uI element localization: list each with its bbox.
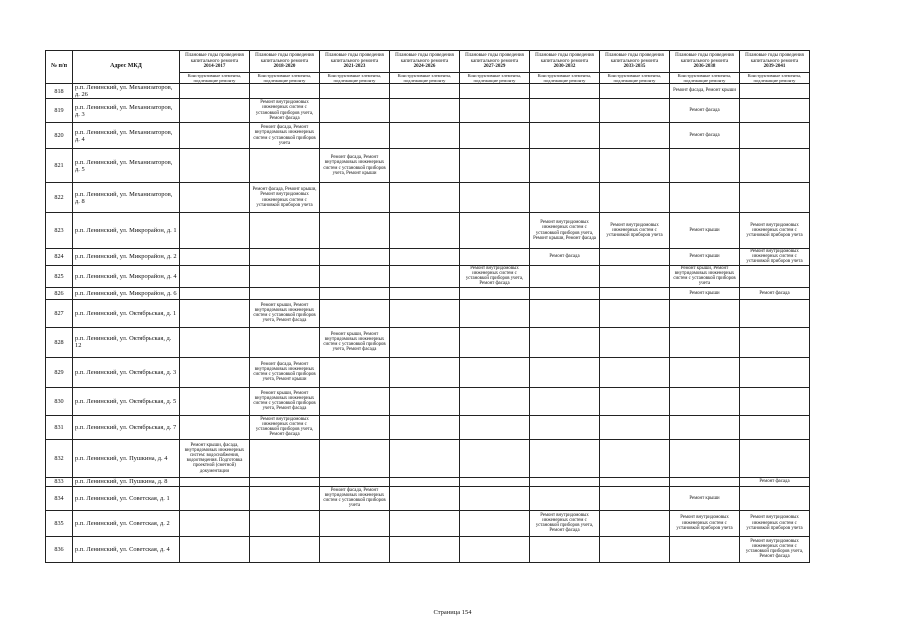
work-cell [390,510,460,536]
work-cell [320,84,390,99]
work-cell [180,287,250,299]
work-cell: Ремонт крыши, фасада, внутридомовых инженерных систем: водоснабжения, водоотведения. Подготовка проектной (сметной) документации [180,439,250,477]
work-cell [250,439,320,477]
work-cell [600,265,670,287]
work-cell [250,536,320,562]
work-cell [460,123,530,149]
row-number: 828 [46,327,73,357]
period-caption: Плановые годы проведения капитального ремонта [745,53,804,64]
work-cell: Ремонт фасада, Ремонт внутридомовых инженерных систем с установкой приборов учета [250,123,320,149]
table-row [46,536,810,562]
period-years: 2039-2041 [763,64,786,70]
work-cell [250,510,320,536]
period-caption: Плановые годы проведения капитального ремонта [465,53,524,64]
work-cell [390,249,460,266]
work-cell [320,249,390,266]
work-cell: Ремонт внутридомовых инженерных систем с установкой приборов учета, Ремонт фасада [530,510,600,536]
work-cell: Ремонт внутридомовых инженерных систем с установкой приборов учета, Ремонт фасада [460,265,530,287]
row-address: р.п. Ленинский, ул. Пушкина, д. 8 [73,477,180,486]
row-address: р.п. Ленинский, ул. Октябрьская, д. 7 [73,415,180,439]
work-cell [320,213,390,249]
table-row [46,99,810,123]
work-cell: Ремонт крыши [670,287,740,299]
period-caption: Плановые годы проведения капитального ремонта [675,53,734,64]
column-header-period [390,51,460,73]
period-years: 2036-2038 [693,64,716,70]
row-number: 833 [46,477,73,486]
work-cell [600,84,670,99]
work-cell [390,287,460,299]
row-address: р.п. Ленинский, ул. Октябрьская, д. 5 [73,387,180,415]
work-cell [390,536,460,562]
work-cell: Ремонт крыши, Ремонт внутридомовых инженерных систем с установкой приборов учета, Ремонт фасада [250,387,320,415]
work-cell [740,327,810,357]
work-cell [390,265,460,287]
work-cell [180,510,250,536]
work-cell [530,387,600,415]
work-cell [530,287,600,299]
work-cell [320,265,390,287]
period-years: 2021-2023 [343,64,366,70]
work-cell [740,84,810,99]
row-address: р.п. Ленинский, ул. Механизаторов, д. 3 [73,99,180,123]
work-cell [460,415,530,439]
column-subheader: Конструктивные элементы, подлежащие ремонту [180,73,250,84]
work-cell: Ремонт фасада [740,287,810,299]
work-cell [180,477,250,486]
table-row [46,357,810,387]
work-cell [250,486,320,510]
work-cell [390,123,460,149]
work-cell [740,123,810,149]
work-cell: Ремонт фасада [530,249,600,266]
work-cell [530,477,600,486]
work-cell [530,123,600,149]
work-cell [670,183,740,213]
work-cell: Ремонт крыши, Ремонт внутридомовых инженерных систем с установкой приборов учета [670,265,740,287]
work-cell [600,287,670,299]
table-row [46,439,810,477]
work-cell: Ремонт фасада, Ремонт крыши, Ремонт внутридомовых инженерных систем с установкой приборов учета [250,183,320,213]
work-cell [250,213,320,249]
work-cell [250,287,320,299]
work-cell [460,99,530,123]
work-cell [600,183,670,213]
work-cell [390,387,460,415]
table-row [46,477,810,486]
work-cell [460,213,530,249]
work-cell [320,439,390,477]
work-cell [670,327,740,357]
work-cell [600,149,670,183]
work-cell [530,357,600,387]
work-cell [670,149,740,183]
work-cell [180,183,250,213]
work-cell [460,299,530,327]
table-row [46,287,810,299]
work-cell [530,84,600,99]
row-address: р.п. Ленинский, ул. Микрорайон, д. 6 [73,287,180,299]
work-cell [180,486,250,510]
work-cell [460,536,530,562]
work-cell [740,149,810,183]
work-cell [180,536,250,562]
work-cell [530,299,600,327]
work-cell [320,477,390,486]
work-cell [390,213,460,249]
row-number: 821 [46,149,73,183]
table-row [46,265,810,287]
work-cell [180,415,250,439]
period-years: 2027-2029 [483,64,506,70]
column-header-period [740,51,810,73]
table-row [46,249,810,266]
work-cell [460,387,530,415]
work-cell: Ремонт фасада [740,477,810,486]
work-cell [600,510,670,536]
work-cell: Ремонт внутридомовых инженерных систем с установкой приборов учета [670,510,740,536]
row-number: 831 [46,415,73,439]
work-cell: Ремонт внутридомовых инженерных систем с установкой приборов учета [740,510,810,536]
row-address: р.п. Ленинский, ул. Микрорайон, д. 4 [73,265,180,287]
work-cell: Ремонт фасада, Ремонт внутридомовых инженерных систем с установкой приборов учета, Ремонт крыши [250,357,320,387]
work-cell: Ремонт фасада, Ремонт внутридомовых инженерных систем с установкой приборов учета [320,486,390,510]
work-cell [460,149,530,183]
table-row [46,299,810,327]
period-caption: Плановые годы проведения капитального ремонта [185,53,244,64]
row-number: 835 [46,510,73,536]
work-cell: Ремонт внутридомовых инженерных систем с установкой приборов учета, Ремонт фасада [740,536,810,562]
work-cell: Ремонт внутридомовых инженерных систем с установкой приборов учета [740,249,810,266]
column-subheader: Конструктивные элементы, подлежащие ремонту [250,73,320,84]
work-cell [460,287,530,299]
work-cell [740,265,810,287]
row-number: 827 [46,299,73,327]
work-cell: Ремонт внутридомовых инженерных систем с установкой приборов учета [600,213,670,249]
work-cell [320,536,390,562]
table-row [46,327,810,357]
table-row [46,149,810,183]
work-cell [180,149,250,183]
row-number: 824 [46,249,73,266]
row-address: р.п. Ленинский, ул. Микрорайон, д. 1 [73,213,180,249]
work-cell [390,99,460,123]
period-caption: Плановые годы проведения капитального ремонта [395,53,454,64]
row-address: р.п. Ленинский, ул. Советская, д. 4 [73,536,180,562]
work-cell [320,357,390,387]
work-cell [390,357,460,387]
work-cell [530,149,600,183]
work-cell [530,536,600,562]
work-cell [250,477,320,486]
column-header-address: Адрес МКД [73,51,180,84]
work-cell [670,415,740,439]
work-cell: Ремонт фасада [670,99,740,123]
work-cell [180,387,250,415]
row-number: 834 [46,486,73,510]
table-body [46,84,810,563]
work-cell [390,477,460,486]
work-cell [390,486,460,510]
work-cell: Ремонт внутридомовых инженерных систем с установкой приборов учета, Ремонт фасада [250,99,320,123]
work-cell: Ремонт фасада, Ремонт внутридомовых инженерных систем с установкой приборов учета, Ремонт крыши [320,149,390,183]
row-number: 825 [46,265,73,287]
row-number: 826 [46,287,73,299]
work-cell [180,299,250,327]
work-cell [180,327,250,357]
work-cell: Ремонт фасада [670,123,740,149]
repair-schedule-table [45,50,810,563]
work-cell [390,439,460,477]
row-address: р.п. Ленинский, ул. Пушкина, д. 4 [73,439,180,477]
work-cell [740,183,810,213]
column-header-period [320,51,390,73]
work-cell [600,357,670,387]
table-row [46,387,810,415]
work-cell [530,415,600,439]
work-cell: Ремонт крыши [670,213,740,249]
work-cell: Ремонт крыши, Ремонт внутридомовых инженерных систем с установкой приборов учета, Ремонт фасада [250,299,320,327]
row-address: р.п. Ленинский, ул. Микрорайон, д. 2 [73,249,180,266]
row-address: р.п. Ленинский, ул. Механизаторов, д. 5 [73,149,180,183]
work-cell [670,439,740,477]
page-number: Страница 154 [433,609,472,616]
work-cell [530,183,600,213]
period-years: 2030-2032 [553,64,576,70]
row-number: 823 [46,213,73,249]
work-cell [740,387,810,415]
column-header-period [250,51,320,73]
row-address: р.п. Ленинский, ул. Октябрьская, д. 3 [73,357,180,387]
work-cell [530,486,600,510]
work-cell [670,299,740,327]
row-address: р.п. Ленинский, ул. Механизаторов, д. 26 [73,84,180,99]
work-cell [530,265,600,287]
work-cell [250,84,320,99]
table-row [46,415,810,439]
period-years: 2033-2035 [623,64,646,70]
work-cell [460,183,530,213]
work-cell [740,439,810,477]
work-cell: Ремонт фасада, Ремонт крыши [670,84,740,99]
work-cell [460,477,530,486]
row-number: 818 [46,84,73,99]
work-cell [740,486,810,510]
row-number: 836 [46,536,73,562]
work-cell [180,249,250,266]
work-cell [600,99,670,123]
work-cell [180,123,250,149]
work-cell [390,84,460,99]
column-header-period [600,51,670,73]
work-cell [740,357,810,387]
work-cell [390,299,460,327]
work-cell [600,249,670,266]
work-cell [460,327,530,357]
work-cell [320,287,390,299]
row-address: р.п. Ленинский, ул. Механизаторов, д. 4 [73,123,180,149]
row-address: р.п. Ленинский, ул. Механизаторов, д. 8 [73,183,180,213]
row-address: р.п. Ленинский, ул. Октябрьская, д. 1 [73,299,180,327]
work-cell [320,415,390,439]
period-years: 2018-2020 [273,64,296,70]
period-caption: Плановые годы проведения капитального ремонта [535,53,594,64]
column-header-period [180,51,250,73]
column-subheader: Конструктивные элементы, подлежащие ремонту [670,73,740,84]
work-cell [600,387,670,415]
period-years: 2024-2026 [413,64,436,70]
table-row [46,510,810,536]
work-cell [670,477,740,486]
work-cell [460,357,530,387]
row-number: 832 [46,439,73,477]
period-caption: Плановые годы проведения капитального ремонта [325,53,384,64]
row-address: р.п. Ленинский, ул. Советская, д. 1 [73,486,180,510]
work-cell [250,265,320,287]
work-cell: Ремонт крыши [670,486,740,510]
work-cell [320,99,390,123]
work-cell [460,439,530,477]
work-cell [740,299,810,327]
row-number: 829 [46,357,73,387]
work-cell [600,477,670,486]
work-cell: Ремонт внутридомовых инженерных систем с установкой приборов учета, Ремонт фасада [250,415,320,439]
column-header-number: № п/п [46,51,73,84]
period-years: 2014-2017 [203,64,226,70]
work-cell [670,357,740,387]
work-cell [250,149,320,183]
column-subheader: Конструктивные элементы, подлежащие ремонту [600,73,670,84]
work-cell [180,213,250,249]
row-number: 830 [46,387,73,415]
work-cell [600,123,670,149]
work-cell [180,99,250,123]
work-cell [600,536,670,562]
work-cell [320,387,390,415]
work-cell: Ремонт крыши, Ремонт внутридомовых инженерных систем с установкой приборов учета, Ремонт фасада [320,327,390,357]
work-cell [670,387,740,415]
work-cell [740,415,810,439]
work-cell: Ремонт внутридомовых инженерных систем с установкой приборов учета [740,213,810,249]
work-cell [390,149,460,183]
table-row [46,123,810,149]
row-address: р.п. Ленинский, ул. Октябрьская, д. 12 [73,327,180,357]
work-cell [250,249,320,266]
column-subheader: Конструктивные элементы, подлежащие ремонту [390,73,460,84]
work-cell [600,299,670,327]
column-subheader: Конструктивные элементы, подлежащие ремонту [320,73,390,84]
work-cell [390,327,460,357]
work-cell [670,536,740,562]
work-cell [320,123,390,149]
work-cell [180,265,250,287]
row-address: р.п. Ленинский, ул. Советская, д. 2 [73,510,180,536]
row-number: 820 [46,123,73,149]
row-number: 819 [46,99,73,123]
work-cell [180,84,250,99]
column-subheader: Конструктивные элементы, подлежащие ремонту [460,73,530,84]
work-cell [180,357,250,387]
work-cell [460,249,530,266]
work-cell [320,183,390,213]
work-cell [530,99,600,123]
work-cell [390,183,460,213]
work-cell: Ремонт крыши [670,249,740,266]
work-cell [600,486,670,510]
work-cell [530,327,600,357]
work-cell [460,486,530,510]
work-cell [250,327,320,357]
work-cell [390,415,460,439]
table-row [46,84,810,99]
work-cell [600,327,670,357]
work-cell [530,439,600,477]
column-header-period [530,51,600,73]
table-row [46,183,810,213]
work-cell [320,299,390,327]
table-row [46,486,810,510]
column-subheader: Конструктивные элементы, подлежащие ремонту [740,73,810,84]
table-row [46,213,810,249]
work-cell [740,99,810,123]
work-cell [460,510,530,536]
work-cell [600,439,670,477]
row-number: 822 [46,183,73,213]
work-cell: Ремонт внутридомовых инженерных систем с установкой приборов учета, Ремонт крыши, Ремонт фасада [530,213,600,249]
period-caption: Плановые годы проведения капитального ремонта [255,53,314,64]
period-caption: Плановые годы проведения капитального ремонта [605,53,664,64]
column-header-period [460,51,530,73]
work-cell [320,510,390,536]
column-header-period [670,51,740,73]
work-cell [460,84,530,99]
column-subheader: Конструктивные элементы, подлежащие ремонту [530,73,600,84]
work-cell [600,415,670,439]
